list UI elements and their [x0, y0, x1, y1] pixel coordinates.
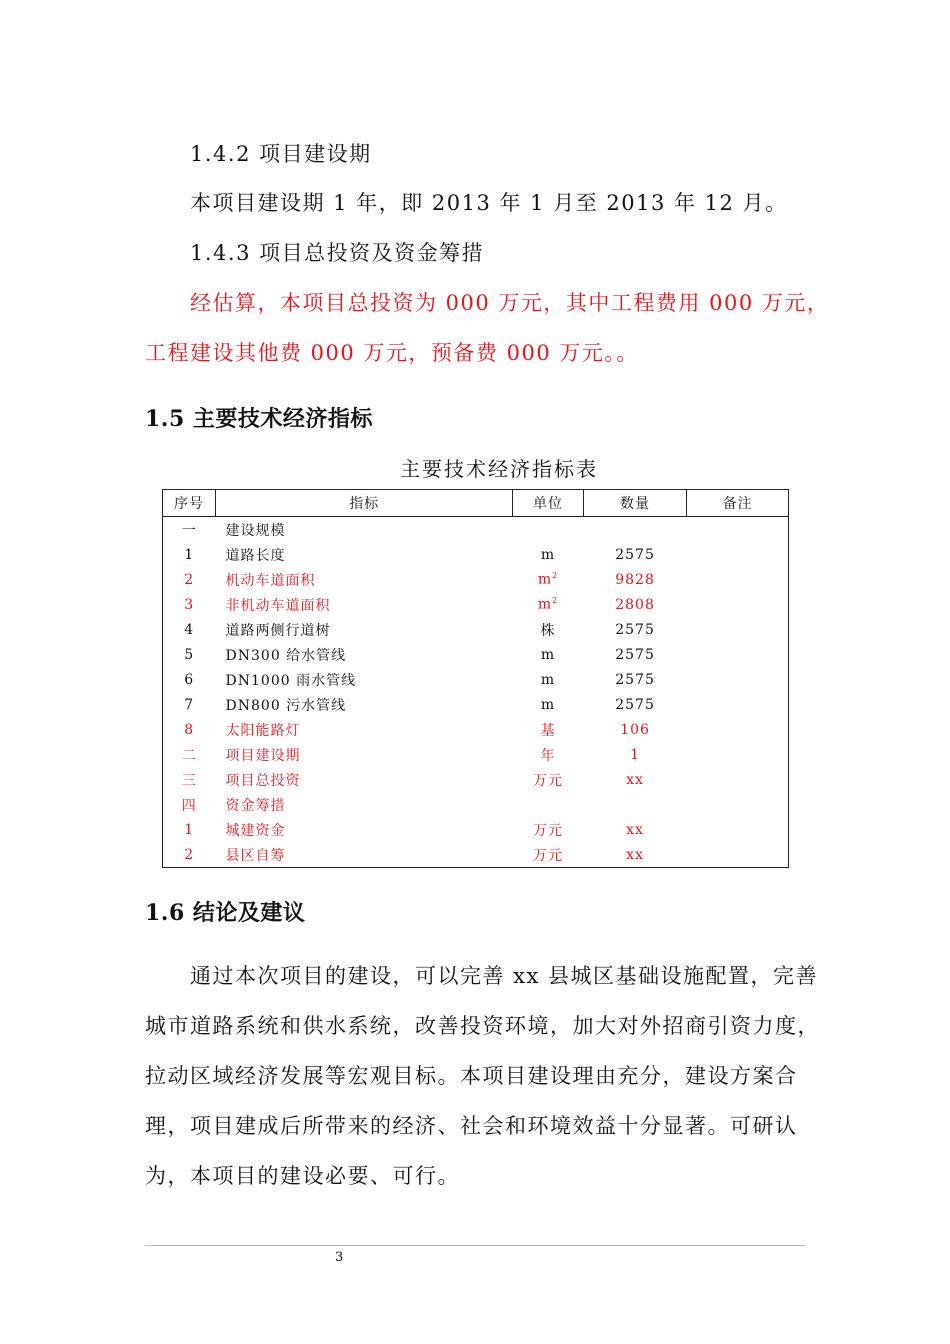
row-unit: m	[540, 696, 556, 713]
row-quantity: 2808	[615, 596, 655, 613]
row-indicator: DN300 给水管线	[225, 647, 347, 664]
table-row	[163, 742, 789, 767]
table-row	[163, 642, 789, 667]
col-header-quantity: 数量	[583, 490, 686, 517]
row-unit: 万元	[533, 772, 564, 789]
row-indicator: 道路长度	[225, 547, 286, 564]
unit-superscript: 2	[552, 596, 559, 606]
table-row	[163, 592, 789, 617]
table-row	[163, 692, 789, 717]
row-note	[687, 742, 789, 767]
row-indicator: 道路两侧行道树	[225, 622, 331, 639]
table-caption: 主要技术经济指标表	[400, 457, 598, 481]
row-quantity: 1	[630, 746, 641, 763]
row-indicator: 项目总投资	[225, 772, 301, 789]
indicator-table	[162, 489, 789, 868]
col-header-note: 备注	[687, 490, 789, 517]
row-no: 4	[184, 621, 195, 638]
row-note	[687, 642, 789, 667]
row-quantity	[583, 792, 686, 817]
row-note	[687, 667, 789, 692]
row-indicator: 县区自筹	[225, 847, 286, 864]
row-no: 2	[184, 571, 195, 588]
row-note	[687, 592, 789, 617]
row-unit	[513, 792, 584, 817]
conclusion-line1: 通过本次项目的建设，可以完善 xx 县城区基础设施配置，完善	[190, 964, 819, 988]
row-note	[687, 842, 789, 868]
investment-text-line1: 经估算，本项目总投资为 000 万元，其中工程费用 000 万元，	[190, 291, 830, 315]
row-no: 3	[184, 596, 195, 613]
col-header-unit: 单位	[513, 490, 584, 517]
unit-superscript: 2	[552, 571, 559, 581]
row-note	[687, 692, 789, 717]
row-quantity: xx	[626, 821, 644, 838]
row-indicator: 机动车道面积	[225, 572, 316, 589]
row-no: 1	[184, 546, 195, 563]
row-unit: 株	[540, 622, 556, 639]
row-quantity: xx	[626, 771, 644, 788]
row-note	[687, 717, 789, 742]
row-quantity: 2575	[615, 546, 655, 563]
table-row	[163, 667, 789, 692]
table-body	[163, 517, 789, 868]
row-quantity: 106	[620, 721, 650, 738]
conclusion-line5: 为，本项目的建设必要、可行。	[145, 1164, 460, 1188]
row-unit: 年	[540, 747, 556, 764]
table-row	[163, 817, 789, 842]
row-quantity	[583, 517, 686, 543]
row-indicator: 非机动车道面积	[225, 597, 331, 614]
row-unit: 万元	[533, 822, 564, 839]
row-note	[687, 542, 789, 567]
conclusion-line2: 城市道路系统和供水系统，改善投资环境，加大对外招商引资力度，	[145, 1014, 820, 1038]
row-quantity: 2575	[615, 671, 655, 688]
col-header-indicator: 指标	[216, 490, 513, 517]
table-row	[163, 792, 789, 817]
row-quantity: 2575	[615, 646, 655, 663]
row-note	[687, 817, 789, 842]
row-unit: m	[540, 546, 556, 563]
row-unit	[513, 517, 584, 543]
row-note	[687, 792, 789, 817]
row-note	[687, 617, 789, 642]
table-row	[163, 567, 789, 592]
row-indicator: 城建资金	[225, 822, 286, 839]
row-note	[687, 517, 789, 543]
row-indicator: 太阳能路灯	[225, 722, 301, 739]
table-header-row	[163, 490, 789, 517]
investment-text-line2: 工程建设其他费 000 万元，预备费 000 万元。。	[145, 341, 639, 365]
row-no: 三	[181, 772, 197, 789]
construction-period-text: 本项目建设期 1 年，即 2013 年 1 月至 2013 年 12 月。	[190, 191, 788, 215]
row-no: 5	[184, 646, 195, 663]
table-row	[163, 517, 789, 543]
row-no: 6	[184, 671, 195, 688]
table-row	[163, 842, 789, 868]
row-indicator: 建设规模	[225, 522, 286, 539]
col-header-no: 序号	[163, 490, 216, 517]
conclusion-line4: 理，项目建成后所带来的经济、社会和环境效益十分显著。可研认	[145, 1114, 798, 1138]
footer-rule	[145, 1245, 805, 1246]
row-unit: $m^2$	[537, 571, 559, 588]
row-unit: 基	[540, 722, 556, 739]
row-indicator: 资金筹措	[225, 797, 286, 814]
table-row	[163, 617, 789, 642]
section-1-4-3-heading: 1.4.3 项目总投资及资金筹措	[190, 241, 485, 265]
row-no: 2	[184, 846, 195, 863]
row-unit: m	[540, 671, 556, 688]
row-quantity: 2575	[615, 696, 655, 713]
row-quantity: 2575	[615, 621, 655, 638]
row-no: 一	[181, 522, 197, 539]
row-indicator: DN800 污水管线	[225, 697, 347, 714]
section-1-4-2-heading: 1.4.2 项目建设期	[190, 142, 372, 166]
row-unit: $m^2$	[537, 596, 559, 613]
conclusion-line3: 拉动区域经济发展等宏观目标。本项目建设理由充分，建设方案合	[145, 1064, 798, 1088]
section-1-6-heading: 1.6 结论及建议	[145, 900, 306, 926]
row-unit: m	[540, 646, 556, 663]
section-1-5-heading: 1.5 主要技术经济指标	[145, 406, 373, 432]
row-no: 四	[181, 797, 197, 814]
row-indicator: 项目建设期	[225, 747, 301, 764]
row-note	[687, 567, 789, 592]
row-indicator: DN1000 雨水管线	[225, 672, 357, 689]
row-quantity: xx	[626, 846, 644, 863]
row-no: 二	[181, 747, 197, 764]
row-no: 1	[184, 821, 195, 838]
row-quantity: 9828	[615, 571, 655, 588]
table-row	[163, 767, 789, 792]
row-no: 7	[184, 696, 195, 713]
row-unit: 万元	[533, 847, 564, 864]
row-note	[687, 767, 789, 792]
page-number: 3	[335, 1250, 344, 1265]
table-row	[163, 542, 789, 567]
table-row	[163, 717, 789, 742]
row-no: 8	[184, 721, 195, 738]
